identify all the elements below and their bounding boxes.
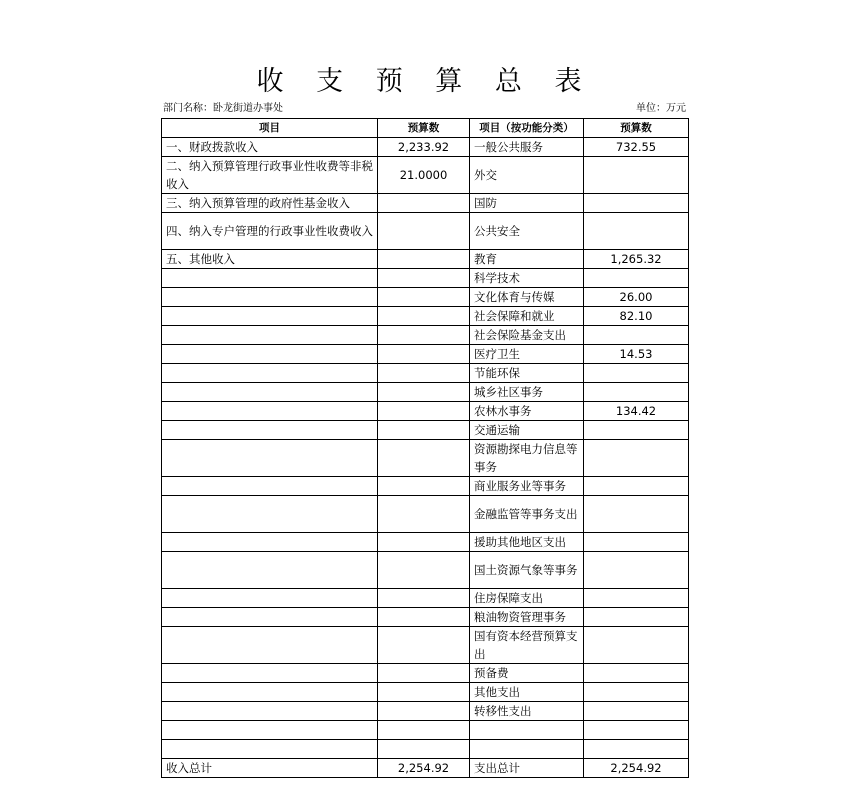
row-amount xyxy=(378,364,470,383)
table-row xyxy=(162,440,689,477)
table-row xyxy=(162,138,689,157)
row-function-item: 农林水事务 xyxy=(470,402,584,421)
row-function-amount xyxy=(584,421,689,440)
table-row xyxy=(162,496,689,533)
row-item xyxy=(162,477,378,496)
row-function-item: 其他支出 xyxy=(470,683,584,702)
row-function-item: 国土资源气象等事务 xyxy=(470,552,584,589)
unit-label: 单位：万元 xyxy=(636,103,686,114)
row-amount xyxy=(378,627,470,664)
row-function-item: 城乡社区事务 xyxy=(470,383,584,402)
row-item xyxy=(162,421,378,440)
row-item xyxy=(162,383,378,402)
row-amount: 21.0000 xyxy=(378,157,470,194)
row-function-amount xyxy=(584,683,689,702)
row-function-amount xyxy=(584,477,689,496)
row-function-item: 教育 xyxy=(470,250,584,269)
row-function-item: 外交 xyxy=(470,157,584,194)
table-row xyxy=(162,477,689,496)
row-function-amount xyxy=(584,627,689,664)
row-function-amount xyxy=(584,721,689,740)
row-item xyxy=(162,683,378,702)
row-function-amount xyxy=(584,364,689,383)
row-function-item: 科学技术 xyxy=(470,269,584,288)
table-header-row xyxy=(162,119,689,138)
row-item xyxy=(162,345,378,364)
row-amount xyxy=(378,702,470,721)
page-title: 收 支 预 算 总 表 xyxy=(256,66,594,97)
row-function-item: 商业服务业等事务 xyxy=(470,477,584,496)
row-function-item: 一般公共服务 xyxy=(470,138,584,157)
row-amount xyxy=(378,440,470,477)
row-item xyxy=(162,533,378,552)
row-amount xyxy=(378,307,470,326)
row-item xyxy=(162,740,378,759)
table-row xyxy=(162,383,689,402)
row-function-amount xyxy=(584,608,689,627)
row-amount xyxy=(378,213,470,250)
row-item xyxy=(162,664,378,683)
table-row xyxy=(162,627,689,664)
row-function-item: 预备费 xyxy=(470,664,584,683)
row-function-item: 公共安全 xyxy=(470,213,584,250)
row-function-item: 国防 xyxy=(470,194,584,213)
row-item xyxy=(162,552,378,589)
row-amount xyxy=(378,269,470,288)
row-function-amount xyxy=(584,533,689,552)
row-function-amount: 732.55 xyxy=(584,138,689,157)
row-function-amount xyxy=(584,589,689,608)
row-function-amount xyxy=(584,326,689,345)
table-row xyxy=(162,213,689,250)
row-item: 四、纳入专户管理的行政事业性收费收入 xyxy=(162,213,378,250)
row-function-amount: 14.53 xyxy=(584,345,689,364)
row-function-amount xyxy=(584,702,689,721)
row-item xyxy=(162,496,378,533)
row-function-amount: 82.10 xyxy=(584,307,689,326)
table-row xyxy=(162,402,689,421)
row-amount xyxy=(378,589,470,608)
table-row xyxy=(162,608,689,627)
table-row xyxy=(162,740,689,759)
row-function-item: 文化体育与传媒 xyxy=(470,288,584,307)
row-item xyxy=(162,269,378,288)
expense-total-amount: 2,254.92 xyxy=(584,759,689,778)
table-row xyxy=(162,157,689,194)
row-amount xyxy=(378,496,470,533)
header-item: 项目 xyxy=(162,119,378,138)
table-row xyxy=(162,364,689,383)
row-amount xyxy=(378,608,470,627)
row-amount xyxy=(378,383,470,402)
row-amount xyxy=(378,740,470,759)
row-function-item: 资源勘探电力信息等事务 xyxy=(470,440,584,477)
row-item xyxy=(162,702,378,721)
table-row xyxy=(162,702,689,721)
income-total-amount: 2,254.92 xyxy=(378,759,470,778)
row-function-amount xyxy=(584,194,689,213)
total-row xyxy=(162,759,689,778)
row-function-item: 社会保障和就业 xyxy=(470,307,584,326)
row-function-amount xyxy=(584,269,689,288)
row-item xyxy=(162,589,378,608)
row-item xyxy=(162,326,378,345)
row-function-amount: 26.00 xyxy=(584,288,689,307)
row-amount xyxy=(378,402,470,421)
income-total-label: 收入总计 xyxy=(162,759,378,778)
table-row xyxy=(162,589,689,608)
row-amount: 2,233.92 xyxy=(378,138,470,157)
table-row xyxy=(162,683,689,702)
row-item xyxy=(162,402,378,421)
row-function-amount xyxy=(584,383,689,402)
row-function-item: 医疗卫生 xyxy=(470,345,584,364)
row-amount xyxy=(378,552,470,589)
row-function-amount xyxy=(584,496,689,533)
row-amount xyxy=(378,664,470,683)
table-row xyxy=(162,533,689,552)
table-row xyxy=(162,721,689,740)
table-row xyxy=(162,326,689,345)
row-amount xyxy=(378,288,470,307)
row-item: 五、其他收入 xyxy=(162,250,378,269)
row-function-amount xyxy=(584,552,689,589)
row-function-item xyxy=(470,740,584,759)
row-item: 一、财政拨款收入 xyxy=(162,138,378,157)
row-function-item: 交通运输 xyxy=(470,421,584,440)
row-amount xyxy=(378,533,470,552)
row-item: 三、纳入预算管理的政府性基金收入 xyxy=(162,194,378,213)
row-function-amount xyxy=(584,664,689,683)
row-amount xyxy=(378,721,470,740)
row-function-item: 金融监管等事务支出 xyxy=(470,496,584,533)
row-amount xyxy=(378,421,470,440)
table-row xyxy=(162,288,689,307)
row-function-item: 社会保险基金支出 xyxy=(470,326,584,345)
row-function-item: 粮油物资管理事务 xyxy=(470,608,584,627)
row-item xyxy=(162,364,378,383)
row-function-amount: 1,265.32 xyxy=(584,250,689,269)
table-row xyxy=(162,421,689,440)
row-function-item: 节能环保 xyxy=(470,364,584,383)
expense-total-label: 支出总计 xyxy=(470,759,584,778)
table-row xyxy=(162,307,689,326)
header-function-item: 项目（按功能分类） xyxy=(470,119,584,138)
row-function-item: 国有资本经营预算支出 xyxy=(470,627,584,664)
row-amount xyxy=(378,194,470,213)
department-name: 部门名称：卧龙街道办事处 xyxy=(163,103,283,114)
row-item xyxy=(162,440,378,477)
row-item xyxy=(162,307,378,326)
table-row xyxy=(162,345,689,364)
row-amount xyxy=(378,326,470,345)
header-function-amount: 预算数 xyxy=(584,119,689,138)
row-function-item xyxy=(470,721,584,740)
table-row xyxy=(162,269,689,288)
row-item: 二、纳入预算管理行政事业性收费等非税收入 xyxy=(162,157,378,194)
row-item xyxy=(162,627,378,664)
table-row xyxy=(162,664,689,683)
row-item xyxy=(162,721,378,740)
row-amount xyxy=(378,477,470,496)
row-function-amount xyxy=(584,157,689,194)
row-function-item: 住房保障支出 xyxy=(470,589,584,608)
row-amount xyxy=(378,683,470,702)
row-amount xyxy=(378,345,470,364)
row-function-amount: 134.42 xyxy=(584,402,689,421)
table-row xyxy=(162,194,689,213)
row-function-amount xyxy=(584,213,689,250)
row-item xyxy=(162,288,378,307)
budget-table xyxy=(161,118,689,778)
header-amount: 预算数 xyxy=(378,119,470,138)
table-row xyxy=(162,552,689,589)
table-row xyxy=(162,250,689,269)
row-function-item: 援助其他地区支出 xyxy=(470,533,584,552)
row-amount xyxy=(378,250,470,269)
row-item xyxy=(162,608,378,627)
row-function-amount xyxy=(584,440,689,477)
row-function-item: 转移性支出 xyxy=(470,702,584,721)
row-function-amount xyxy=(584,740,689,759)
